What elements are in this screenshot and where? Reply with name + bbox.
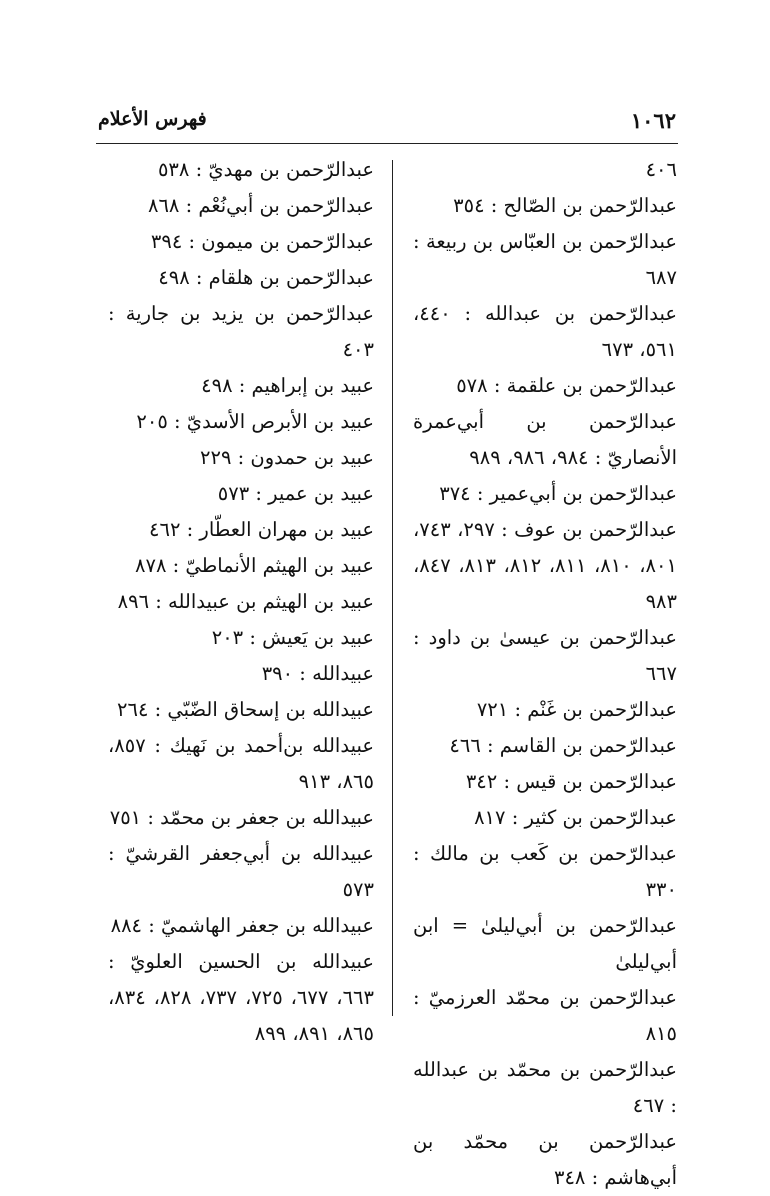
index-entry: عبيدالله بن إسحاق الضّبّي : ٢٦٤ <box>117 698 374 721</box>
index-entry: عبيدالله بن الحسين العلويّ : ٦٦٣، ٦٧٧، ٧٢٥، ٧٣٧، ٨٢٨، ٨٣٤، ٨٦٥، ٨٩١، ٨٩٩ <box>108 950 374 1045</box>
index-entry: عبيد بن يَعيش : ٢٠٣ <box>211 626 374 649</box>
index-entry: عبدالرّحمن بن العبّاس بن ربيعة : ٦٨٧ <box>413 230 677 289</box>
index-entry: عبيدالله بن جعفر بن محمّد : ٧٥١ <box>109 806 374 829</box>
index-entry: عبيد بن الأبرص الأسديّ : ٢٠٥ <box>136 410 374 433</box>
index-entry: عبيد بن الهيثم بن عبيدالله : ٨٩٦ <box>117 590 374 613</box>
index-entry: عبدالرّحمن بن الصّالح : ٣٥٤ <box>453 194 677 217</box>
index-entry: عبيد بن عمير : ٥٧٣ <box>217 482 374 505</box>
index-entry: عبدالرّحمن بن عيسىٰ بن داود : ٦٦٧ <box>413 626 677 685</box>
index-entry: عبدالرّحمن بن كَعب بن مالك : ٣٣٠ <box>413 842 677 901</box>
index-entry: عبدالرّحمن بن يزيد بن جارية : ٤٠٣ <box>108 302 374 361</box>
index-entry: عبدالرّحمن بن محمّد العرزميّ : ٨١٥ <box>413 986 677 1045</box>
index-entry: عبدالرّحمن بن علقمة : ٥٧٨ <box>456 374 677 397</box>
index-entry: عبدالرّحمن بن مهديّ : ٥٣٨ <box>157 158 374 181</box>
index-entry: عبدالرّحمن بن القاسم : ٤٦٦ <box>449 734 677 757</box>
index-entry: عبيدالله : ٣٩٠ <box>261 662 374 685</box>
index-entry: عبيد بن مهران العطّار : ٤٦٢ <box>149 518 374 541</box>
page-header <box>98 108 676 138</box>
index-entry: عبيد بن إبراهيم : ٤٩٨ <box>201 374 374 397</box>
column-divider <box>392 160 393 1016</box>
index-column-left <box>108 152 374 1052</box>
index-entry: عبدالرّحمن بن هلقام : ٤٩٨ <box>158 266 374 289</box>
index-entry: عبدالرّحمن بن غَنْم : ٧٢١ <box>476 698 677 721</box>
index-entry: عبدالرّحمن بن أبي‌عمير : ٣٧٤ <box>439 482 677 505</box>
index-entry: عبدالرّحمن بن قيس : ٣٤٢ <box>465 770 677 793</box>
index-entry: عبيد بن الهيثم الأنماطيّ : ٨٧٨ <box>135 554 374 577</box>
index-entry: عبدالرّحمن بن محمّد بن أبي‌هاشم : ٣٤٨ <box>413 1130 677 1189</box>
index-entry: عبدالرّحمن بن أبي‌نُعْم : ٨٦٨ <box>147 194 374 217</box>
running-title: فهرس الأعلام <box>98 108 207 130</box>
header-rule <box>96 143 678 144</box>
index-entry: عبيدالله بن أبي‌جعفر القرشيّ : ٥٧٣ <box>108 842 374 901</box>
index-entry: عبدالرّحمن بن عوف : ٢٩٧، ٧٤٣، ٨٠١، ٨١٠، ٨١١، ٨١٢، ٨١٣، ٨٤٧، ٩٨٣ <box>413 518 678 613</box>
index-column-right <box>413 152 677 1196</box>
index-entry: عبدالرّحمن بن محمّد بن عبدالله : ٤٦٧ <box>413 1058 677 1117</box>
index-entry: عبدالرّحمن بن كثير : ٨١٧ <box>474 806 677 829</box>
index-entry: عبدالرّحمن بن ميمون : ٣٩٤ <box>150 230 374 253</box>
page-number: ١٠٦٢ <box>630 108 676 133</box>
index-entry: عبيدالله بن جعفر الهاشميّ : ٨٨٤ <box>110 914 374 937</box>
index-entry: ٤٠٦ <box>645 158 677 181</box>
index-entry: عبيد بن حمدون : ٢٢٩ <box>200 446 374 469</box>
index-entry: عبدالرّحمن بن عبدالله : ٤٤٠، ٥٦١، ٦٧٣ <box>413 302 677 361</box>
index-entry: عبدالرّحمن بن أبي‌عمرة الأنصاريّ : ٩٨٤، ٩٨٦، ٩٨٩ <box>413 410 677 469</box>
index-entry: عبدالرّحمن بن أبي‌ليلىٰ = ابن أبي‌ليلىٰ <box>413 914 677 973</box>
index-entry: عبيدالله بن‌أحمد بن نَهيك : ٨٥٧، ٨٦٥، ٩١٣ <box>108 734 374 793</box>
